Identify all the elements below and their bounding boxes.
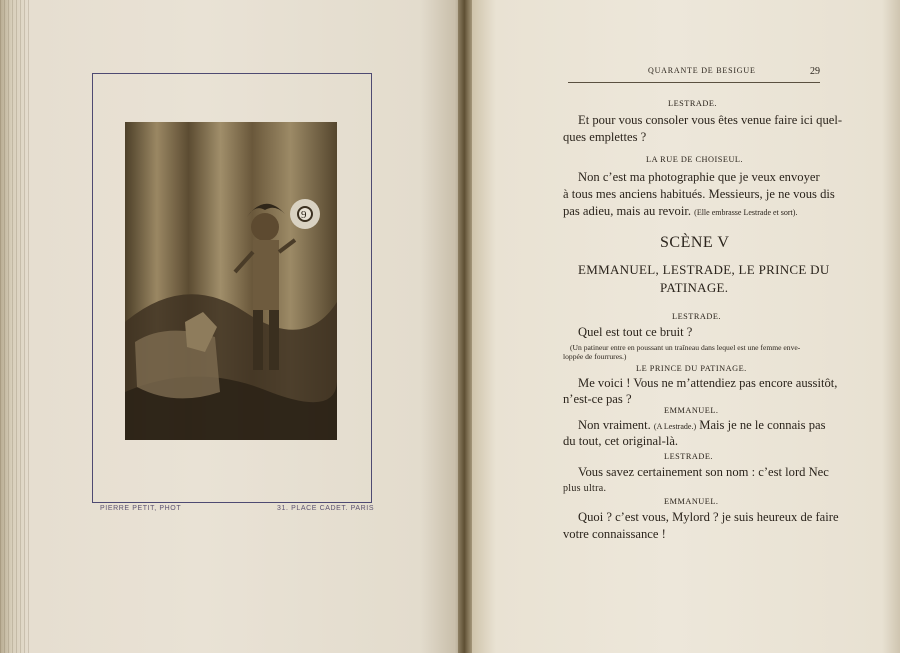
dialogue-line: Me voici ! Vous ne m’attendiez pas encore aussitôt, xyxy=(578,376,838,390)
running-title: QUARANTE DE BESIGUE xyxy=(648,66,756,75)
photograph-caricature xyxy=(125,122,337,440)
running-header xyxy=(568,62,820,83)
dialogue-line: Vous savez certainement son nom : c’est lord Nec xyxy=(578,465,829,479)
speaker-name: EMMANUEL. xyxy=(664,406,719,415)
speaker-name: EMMANUEL. xyxy=(664,497,719,506)
dialogue-line xyxy=(563,203,797,221)
page-edges xyxy=(0,0,30,653)
studio-address: 31. PLACE CADET. PARIS xyxy=(277,505,375,512)
speaker-name: LE PRINCE DU PATINAGE. xyxy=(636,364,747,373)
dialogue-line: ques emplettes ? xyxy=(563,130,647,144)
dialogue-line: Et pour vous consoler vous êtes venue faire ici quel- xyxy=(578,113,843,127)
dialogue-line: Non c’est ma photographie que je veux envoyer xyxy=(578,170,820,184)
dialogue-line: du tout, cet original-là. xyxy=(563,434,679,448)
page-number: 29 xyxy=(810,66,820,77)
speaker-name: LESTRADE. xyxy=(672,312,721,321)
stage-direction: (Un patineur entre en poussant un traîneau dans lequel est une femme enve- xyxy=(570,343,801,352)
dialogue-line: plus ultra. xyxy=(563,483,607,494)
stage-direction: (A Lestrade.) xyxy=(653,422,697,431)
dialogue-text: Non vraiment. xyxy=(578,418,651,432)
stage-direction: (Elle embrasse Lestrade et sort). xyxy=(694,208,798,217)
speaker-name: LESTRADE. xyxy=(664,452,713,461)
dialogue-line: Quel est tout ce bruit ? xyxy=(578,325,693,339)
dialogue-line: Quoi ? c’est vous, Mylord ? je suis heureux de faire xyxy=(578,510,839,524)
dialogue-text: Mais je ne le connais pas xyxy=(699,418,826,432)
speaker-name: LESTRADE. xyxy=(668,99,717,108)
dialogue-line: n’est-ce pas ? xyxy=(563,392,632,406)
dialogue-line: votre connaissance ! xyxy=(563,527,666,541)
photograph-image xyxy=(125,122,337,440)
scene-characters: EMMANUEL, LESTRADE, LE PRINCE DU xyxy=(578,262,830,277)
photographer-credit: PIERRE PETIT, PHOT xyxy=(100,505,182,512)
stage-direction: loppée de fourrures.) xyxy=(563,352,627,361)
disk-number: 9 xyxy=(301,209,307,221)
dialogue-text: pas adieu, mais au revoir. xyxy=(563,204,691,218)
scene-title: SCÈNE V xyxy=(660,234,730,251)
speaker-name: LA RUE DE CHOISEUL. xyxy=(646,155,744,164)
scene-characters: PATINAGE. xyxy=(660,280,729,295)
dialogue-line: à tous mes anciens habitués. Messieurs, je ne vous dis xyxy=(563,187,835,201)
